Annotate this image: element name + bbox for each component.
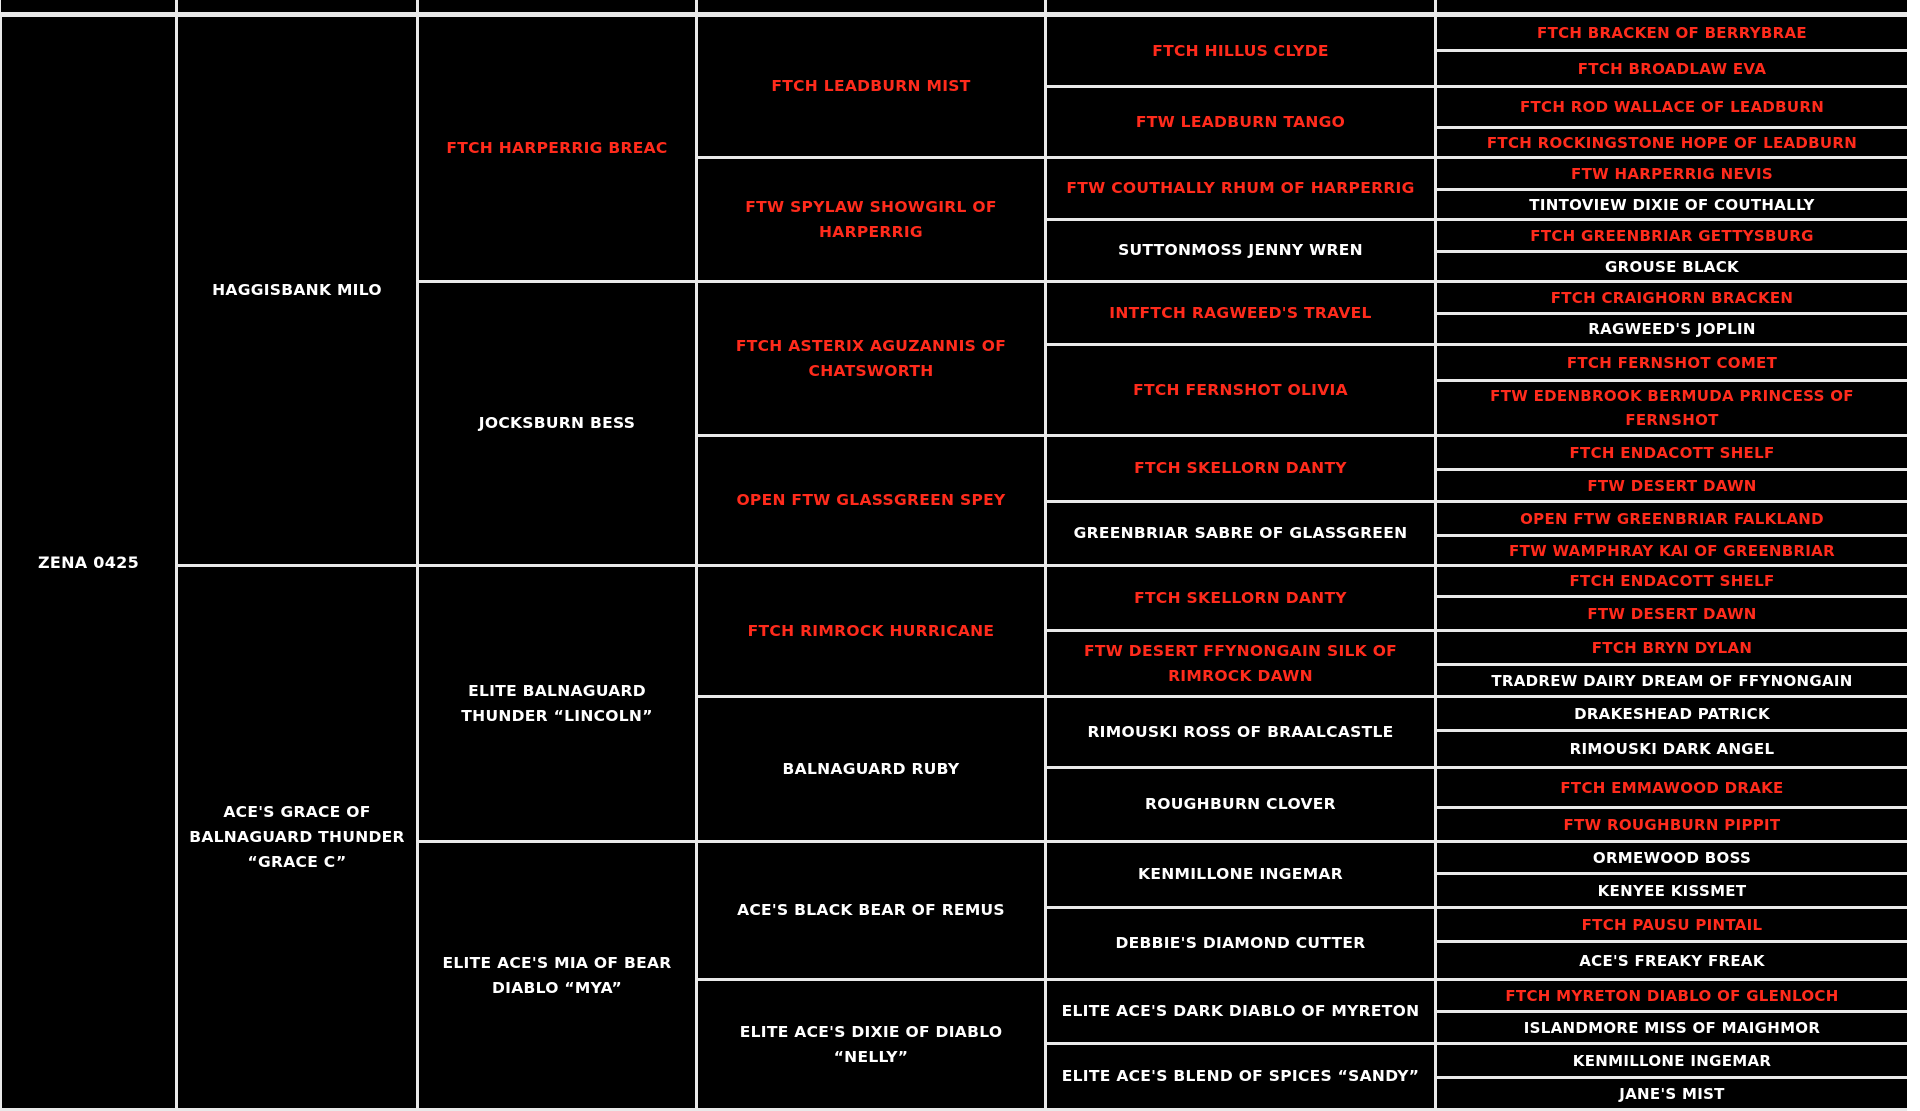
titled-dog-name: FTCH FERNSHOT OLIVIA	[1133, 380, 1348, 399]
ancestor-cell	[1437, 981, 1907, 1010]
titled-dog-name: FTW LEADBURN TANGO	[1135, 112, 1346, 131]
header-strip	[419, 0, 695, 12]
titled-dog-name: FTW WAMPHRAY KAI OF GREENBRIAR	[1509, 541, 1835, 560]
ancestor-cell	[698, 283, 1044, 434]
ancestor-cell	[1437, 315, 1907, 343]
ancestor-cell	[419, 567, 695, 840]
ancestor-cell	[698, 159, 1044, 280]
dog-name: HAGGISBANK MILO	[212, 281, 382, 299]
titled-dog-name: FTCH SKELLORN DANTY	[1134, 588, 1347, 607]
ancestor-cell	[1047, 909, 1434, 978]
ancestor-cell	[419, 17, 695, 280]
titled-dog-name: FTCH RIMROCK HURRICANE	[747, 621, 995, 640]
ancestor-cell	[1437, 17, 1907, 49]
ancestor-cell	[1437, 221, 1907, 250]
ancestor-cell	[698, 981, 1044, 1108]
ancestor-cell	[1437, 253, 1907, 280]
dog-name: SUTTONMOSS JENNY WREN	[1118, 241, 1363, 259]
ancestor-cell	[1047, 698, 1434, 766]
header-strip	[1047, 0, 1434, 12]
titled-dog-name: FTW EDENBROOK BERMUDA PRINCESS OF FERNSHOT	[1490, 387, 1854, 429]
ancestor-cell	[698, 17, 1044, 156]
dog-name: TRADREW DAIRY DREAM OF FFYNONGAIN	[1491, 671, 1853, 690]
ancestor-cell	[1437, 1045, 1907, 1076]
ancestor-cell	[1437, 437, 1907, 468]
titled-dog-name: FTCH BRACKEN OF BERRYBRAE	[1537, 24, 1807, 42]
ancestor-cell	[1437, 598, 1907, 629]
ancestor-cell	[1437, 809, 1907, 840]
dog-name: RIMOUSKI ROSS OF BRAALCASTLE	[1087, 722, 1394, 741]
dog-name: GROUSE BLACK	[1605, 257, 1739, 276]
titled-dog-name: FTCH EMMAWOOD DRAKE	[1560, 778, 1784, 797]
dog-name: ZENA 0425	[37, 553, 140, 572]
titled-dog-name: FTCH BRYN DYLAN	[1591, 638, 1753, 657]
titled-dog-name: FTCH BROADLAW EVA	[1577, 59, 1767, 78]
ancestor-cell	[1047, 503, 1434, 564]
ancestor-cell	[178, 17, 416, 564]
ancestor-cell	[1047, 346, 1434, 434]
header-strip	[1, 0, 175, 12]
dog-name: KENMILLONE INGEMAR	[1572, 1051, 1772, 1070]
ancestor-cell	[1437, 1079, 1907, 1108]
dog-name: TINTOVIEW DIXIE OF COUTHALLY	[1529, 195, 1815, 214]
dog-name: ELITE ACE'S BLEND OF SPICES “SANDY”	[1061, 1067, 1420, 1085]
ancestor-cell	[1437, 159, 1907, 188]
ancestor-cell	[1047, 632, 1434, 695]
ancestor-cell	[698, 698, 1044, 840]
titled-dog-name: FTCH ENDACOTT SHELF	[1569, 443, 1775, 462]
dog-name: DEBBIE'S DIAMOND CUTTER	[1115, 934, 1366, 952]
ancestor-cell	[1437, 567, 1907, 595]
ancestor-cell	[1437, 843, 1907, 872]
titled-dog-name: INTFTCH RAGWEED'S TRAVEL	[1109, 303, 1372, 322]
titled-dog-name: FTCH HARPERRIG BREAC	[446, 139, 668, 157]
header-strip	[698, 0, 1044, 12]
ancestor-cell	[1437, 732, 1907, 766]
ancestor-cell	[1047, 437, 1434, 500]
ancestor-cell	[1437, 129, 1907, 156]
titled-dog-name: FTW ROUGHBURN PIPPIT	[1563, 815, 1781, 834]
dog-name: ISLANDMORE MISS OF MAIGHMOR	[1523, 1018, 1821, 1037]
ancestor-cell	[1047, 88, 1434, 156]
dog-name: ACE'S GRACE OF BALNAGUARD THUNDER “GRACE C”	[189, 803, 405, 871]
ancestor-cell	[1047, 221, 1434, 280]
ancestor-cell	[1047, 769, 1434, 840]
ancestor-cell	[1047, 159, 1434, 218]
titled-dog-name: FTW DESERT FFYNONGAIN SILK OF RIMROCK DAWN	[1083, 641, 1398, 685]
titled-dog-name: FTCH MYRETON DIABLO OF GLENLOCH	[1505, 986, 1839, 1005]
ancestor-cell	[1047, 843, 1434, 906]
dog-name: ELITE ACE'S MIA OF BEAR DIABLO “MYA”	[442, 953, 672, 997]
ancestor-cell	[1437, 52, 1907, 85]
dog-name: KENMILLONE INGEMAR	[1138, 865, 1343, 883]
titled-dog-name: FTCH SKELLORN DANTY	[1134, 459, 1347, 477]
ancestor-cell	[698, 843, 1044, 978]
ancestor-cell	[1437, 698, 1907, 729]
ancestor-cell	[1047, 567, 1434, 629]
ancestor-cell	[1047, 283, 1434, 343]
ancestor-cell	[1437, 283, 1907, 312]
dog-name: JOCKSBURN BESS	[478, 414, 636, 432]
dog-name: ELITE ACE'S DIXIE OF DIABLO “NELLY”	[739, 1022, 1003, 1066]
titled-dog-name: FTCH PAUSU PINTAIL	[1581, 915, 1763, 934]
ancestor-cell	[419, 843, 695, 1108]
dog-name: KENYEE KISSMET	[1597, 881, 1747, 900]
titled-dog-name: FTW HARPERRIG NEVIS	[1571, 164, 1773, 183]
ancestor-cell	[178, 567, 416, 1108]
ancestor-cell	[698, 437, 1044, 564]
dog-name: ORMEWOOD BOSS	[1592, 848, 1752, 867]
dog-name: RIMOUSKI DARK ANGEL	[1569, 740, 1775, 758]
titled-dog-name: FTW DESERT DAWN	[1587, 604, 1757, 623]
ancestor-cell	[1437, 909, 1907, 940]
titled-dog-name: FTCH CRAIGHORN BRACKEN	[1550, 288, 1794, 307]
ancestor-cell	[698, 567, 1044, 695]
titled-dog-name: FTCH LEADBURN MIST	[771, 77, 971, 95]
titled-dog-name: FTCH GREENBRIAR GETTYSBURG	[1530, 226, 1814, 245]
titled-dog-name: OPEN FTW GREENBRIAR FALKLAND	[1520, 509, 1824, 528]
ancestor-cell	[419, 283, 695, 564]
ancestor-cell	[1047, 17, 1434, 85]
dog-name: JANE'S MIST	[1619, 1084, 1725, 1103]
ancestor-cell	[1437, 537, 1907, 564]
ancestor-cell	[1437, 382, 1907, 434]
titled-dog-name: FTW DESERT DAWN	[1587, 476, 1757, 495]
dog-name: RAGWEED'S JOPLIN	[1588, 320, 1756, 338]
ancestor-cell	[1437, 346, 1907, 379]
ancestor-cell	[1437, 191, 1907, 218]
ancestor-cell	[1047, 981, 1434, 1042]
titled-dog-name: OPEN FTW GLASSGREEN SPEY	[736, 491, 1006, 509]
titled-dog-name: FTCH FERNSHOT COMET	[1566, 353, 1778, 372]
titled-dog-name: FTCH HILLUS CLYDE	[1152, 41, 1329, 60]
dog-name: ROUGHBURN CLOVER	[1145, 795, 1336, 813]
titled-dog-name: FTW SPYLAW SHOWGIRL OF HARPERRIG	[745, 197, 997, 241]
dog-name: ELITE BALNAGUARD THUNDER “LINCOLN”	[461, 681, 653, 725]
dog-name: GREENBRIAR SABRE OF GLASSGREEN	[1073, 524, 1408, 542]
header-strip	[178, 0, 416, 12]
dog-name: DRAKESHEAD PATRICK	[1574, 704, 1770, 723]
titled-dog-name: FTCH ROD WALLACE OF LEADBURN	[1519, 98, 1825, 116]
ancestor-cell	[1437, 666, 1907, 695]
ancestor-cell	[1437, 943, 1907, 978]
ancestor-cell	[1437, 88, 1907, 126]
titled-dog-name: FTCH ENDACOTT SHELF	[1569, 572, 1775, 590]
ancestor-cell	[1047, 1045, 1434, 1108]
dog-name: ACE'S BLACK BEAR OF REMUS	[737, 901, 1005, 919]
dog-name: BALNAGUARD RUBY	[782, 759, 960, 778]
ancestor-cell	[1437, 503, 1907, 534]
titled-dog-name: FTCH ASTERIX AGUZANNIS OF CHATSWORTH	[735, 336, 1007, 380]
dog-name: ACE'S FREAKY FREAK	[1579, 951, 1765, 970]
ancestor-cell	[1437, 875, 1907, 906]
ancestor-cell	[1437, 769, 1907, 806]
titled-dog-name: FTW COUTHALLY RHUM OF HARPERRIG	[1066, 179, 1415, 197]
dog-name: ELITE ACE'S DARK DIABLO OF MYRETON	[1061, 1002, 1420, 1020]
subject-dog-cell	[2, 17, 175, 1108]
ancestor-cell	[1437, 632, 1907, 663]
ancestor-cell	[1437, 471, 1907, 500]
ancestor-cell	[1437, 1013, 1907, 1042]
header-strip	[1437, 0, 1907, 12]
titled-dog-name: FTCH ROCKINGSTONE HOPE OF LEADBURN	[1486, 133, 1858, 152]
